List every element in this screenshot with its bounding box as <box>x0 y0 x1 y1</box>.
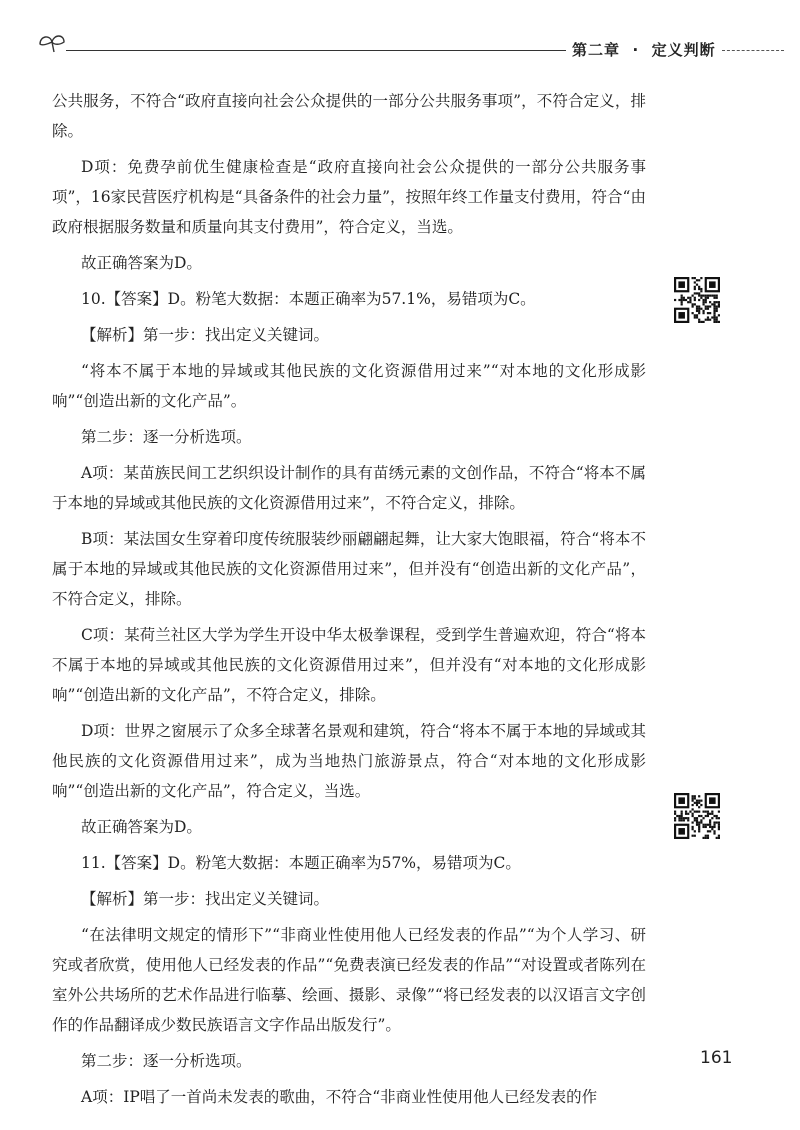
paragraph: “将本不属于本地的异域或其他民族的文化资源借用过来”“对本地的文化形成影响”“创造出新的文化产品”。 <box>52 362 646 410</box>
paragraph: 第二步：逐一分析选项。 <box>81 1052 252 1070</box>
paragraph: D项：世界之窗展示了众多全球著名景观和建筑，符合“将本不属于本地的异域或其他民族的文化资源借用过来”，成为当地热门旅游景点，符合“对本地的文化形成影响”“创造出新的文化产品”，符合定义，当选。 <box>52 722 646 800</box>
paragraph: 第二步：逐一分析选项。 <box>81 428 252 446</box>
paragraph: B项：某法国女生穿着印度传统服装纱丽翩翩起舞，让大家大饱眼福，符合“将本不属于本地的异域或其他民族的文化资源借用过来”，但并没有“创造出新的文化产品”，不符合定义，排除。 <box>52 530 646 608</box>
answer-line: 10.【答案】D。粉笔大数据：本题正确率为57.1%，易错项为C。 <box>81 290 536 308</box>
paragraph: “在法律明文规定的情形下”“非商业性使用他人已经发表的作品”“为个人学习、研究或者欣赏，使用他人已经发表的作品”“免费表演已经发表的作品”“对设置或者陈列在室外公共场所的艺术作品进行临摹、绘画、摄影、录像”“将已经发表的以汉语言文字创作的作品翻译成少数民族语言文字作品出版发行”。 <box>52 926 646 1034</box>
paragraph: D项：免费孕前优生健康检查是“政府直接向社会公众提供的一部分公共服务事项”，16家民营医疗机构是“具备条件的社会力量”，按照年终工作量支付费用，符合“由政府根据服务数量和质量向其支付费用”，符合定义，当选。 <box>52 158 646 236</box>
chapter-title: 第二章 · 定义判断 <box>572 41 716 59</box>
paragraph: 故正确答案为D。 <box>81 254 202 272</box>
page-body <box>52 86 646 1118</box>
analysis-line: 【解析】第一步：找出定义关键词。 <box>81 326 330 344</box>
page-header <box>0 0 800 70</box>
answer-line: 11.【答案】D。粉笔大数据：本题正确率为57%，易错项为C。 <box>81 854 521 872</box>
page-number: 161 <box>700 1048 733 1068</box>
sprout-logo-icon <box>36 30 68 54</box>
qr-code-icon[interactable] <box>674 793 720 839</box>
header-dotted-rule <box>722 50 784 51</box>
header-rule <box>66 50 566 51</box>
paragraph: 公共服务，不符合“政府直接向社会公众提供的一部分公共服务事项”，不符合定义，排除。 <box>52 92 646 140</box>
chapter-name: 定义判断 <box>651 41 716 59</box>
qr-code-icon[interactable] <box>674 277 720 323</box>
paragraph: A项：某苗族民间工艺织织设计制作的具有苗绣元素的文创作品，不符合“将本不属于本地的异域或其他民族的文化资源借用过来”，不符合定义，排除。 <box>52 464 646 512</box>
chapter-number: 第二章 <box>572 41 621 59</box>
paragraph: A项：IP唱了一首尚未发表的歌曲，不符合“非商业性使用他人已经发表的作 <box>81 1088 598 1106</box>
paragraph: 故正确答案为D。 <box>81 818 202 836</box>
analysis-line: 【解析】第一步：找出定义关键词。 <box>81 890 330 908</box>
paragraph: C项：某荷兰社区大学为学生开设中华太极拳课程，受到学生普遍欢迎，符合“将本不属于本地的异域或其他民族的文化资源借用过来”，但并没有“对本地的文化形成影响”“创造出新的文化产品”，不符合定义，排除。 <box>52 626 646 704</box>
